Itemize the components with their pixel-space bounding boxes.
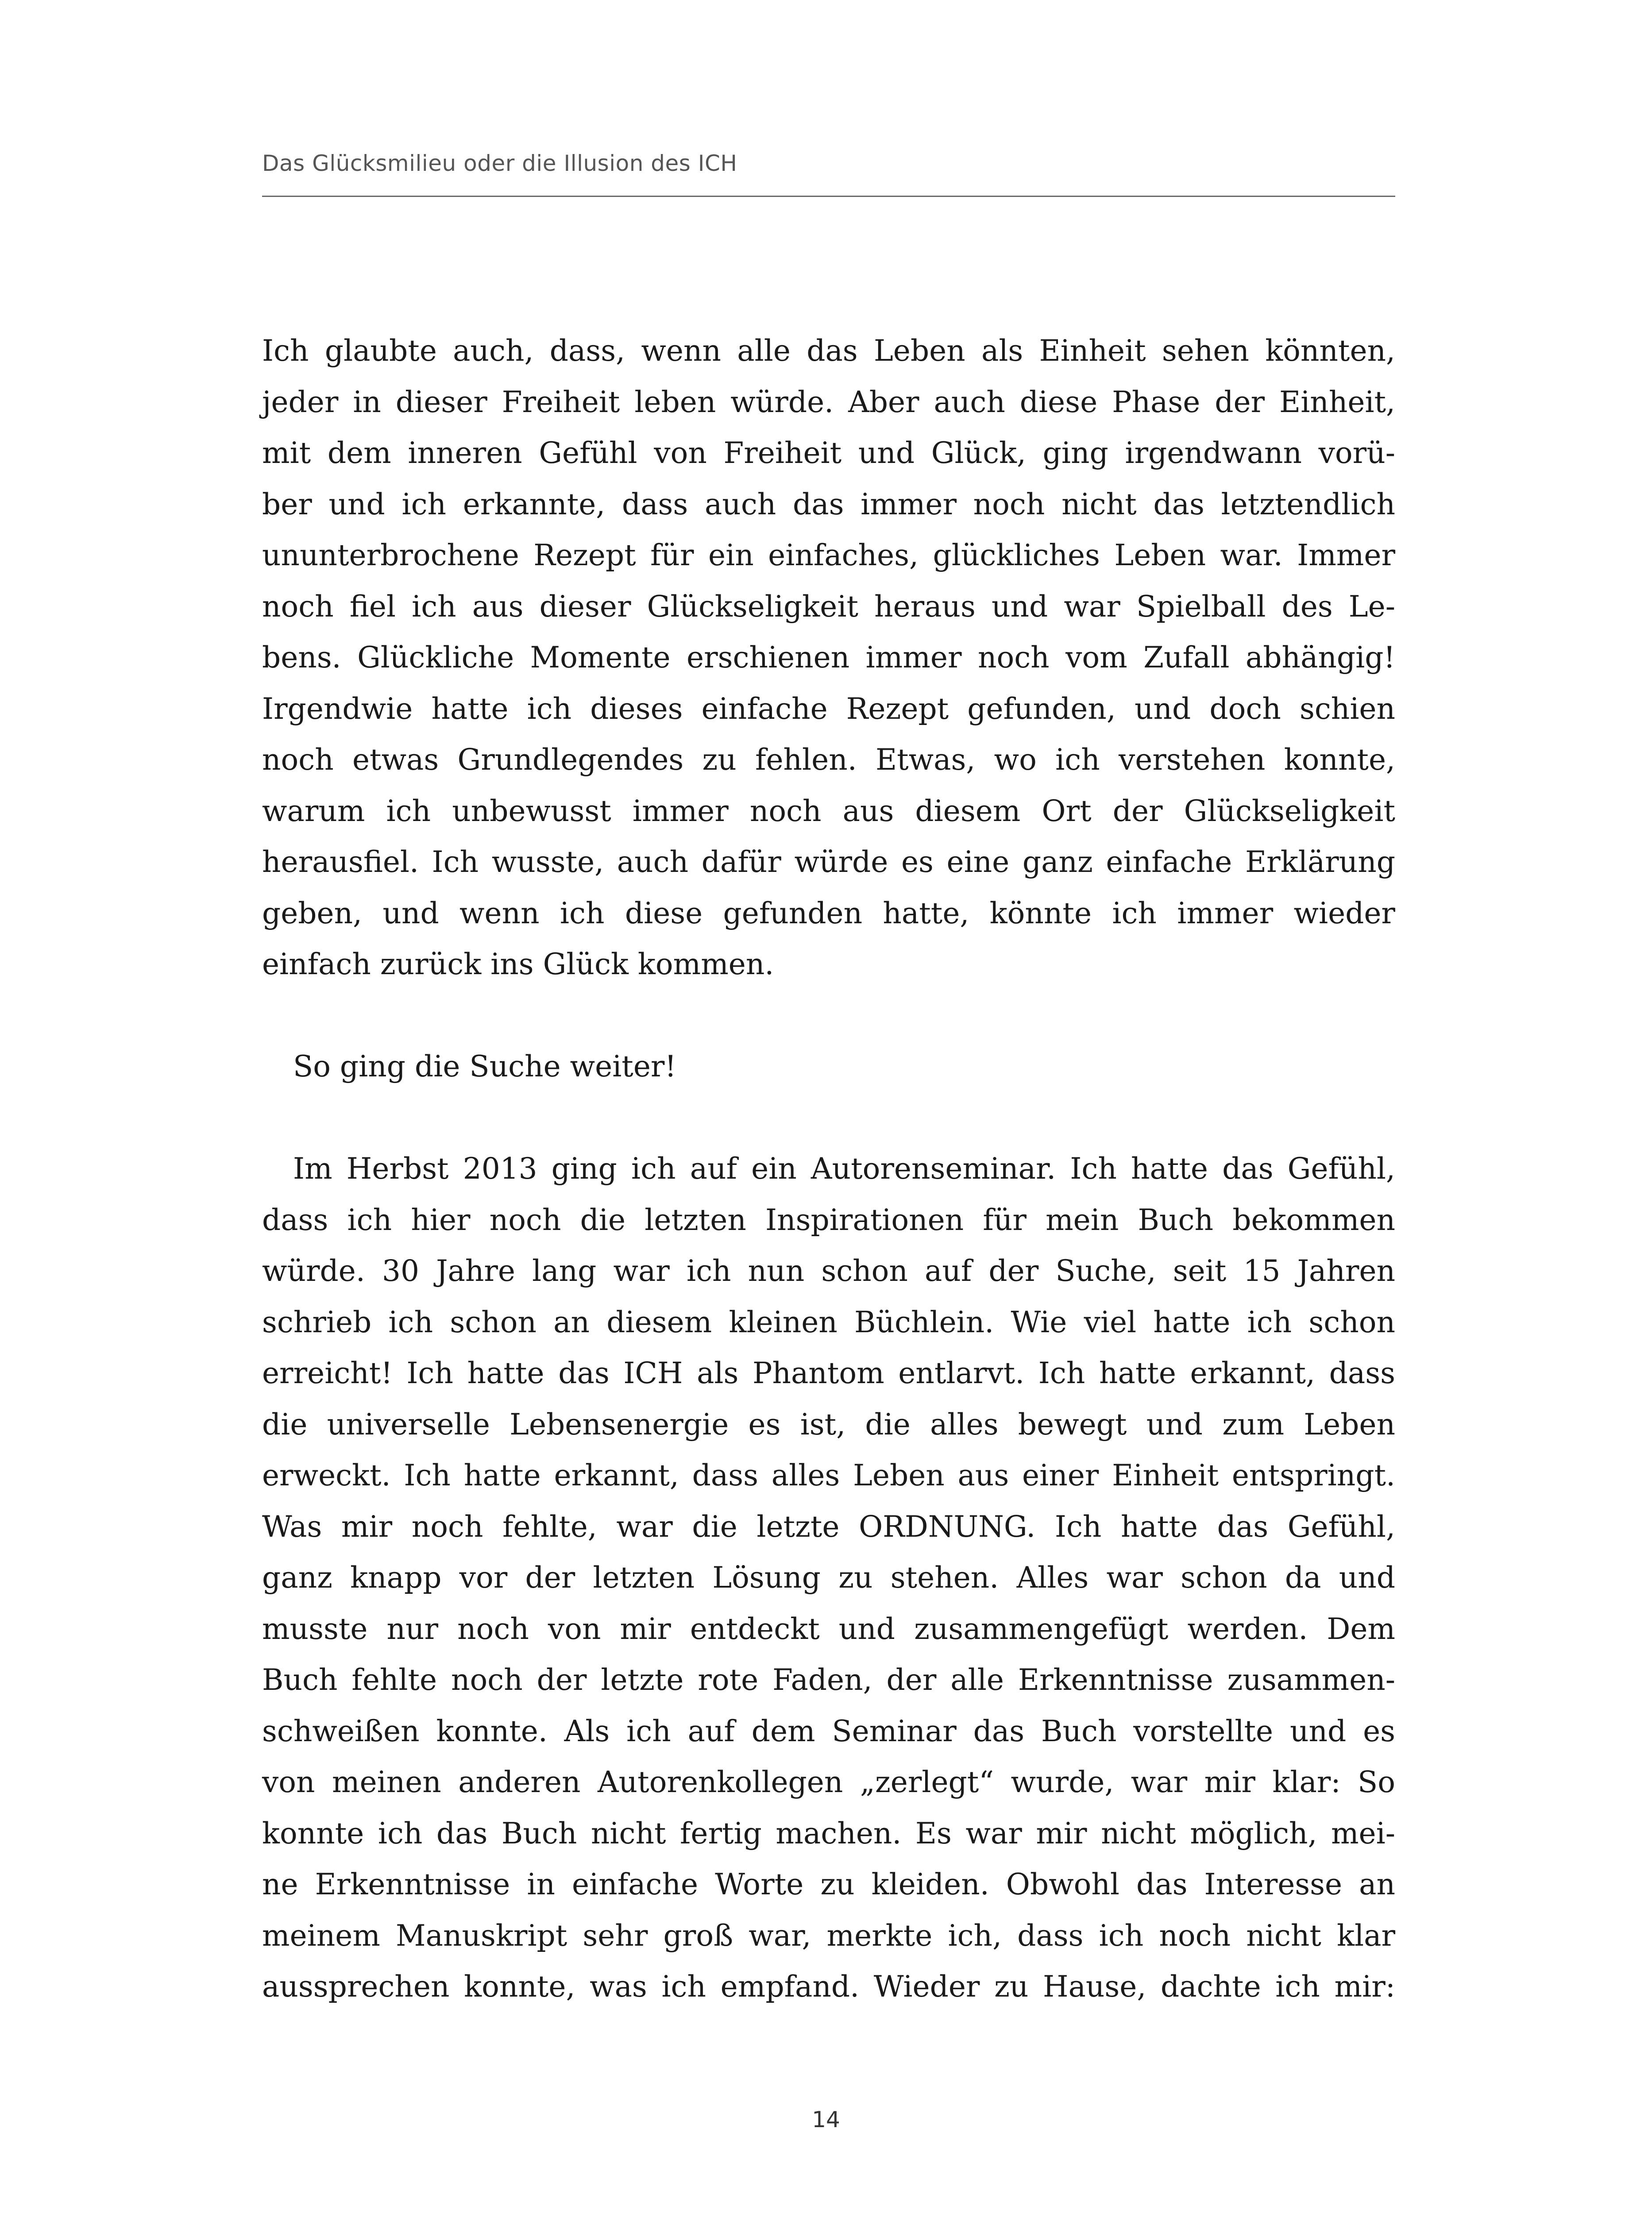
text-line: noch etwas Grundlegendes zu fehlen. Etwas, wo ich verstehen konnte, bbox=[262, 743, 1395, 777]
text-line: dass ich hier noch die letzten Inspirationen für mein Buch bekommen bbox=[262, 1203, 1395, 1237]
text-line: einfach zurück ins Glück kommen. bbox=[262, 947, 774, 981]
text-line: von meinen anderen Autorenkollegen „zerlegt“ wurde, war mir klar: So bbox=[262, 1765, 1395, 1799]
text-line: ne Erkenntnisse in einfache Worte zu kleiden. Obwohl das Interesse an bbox=[262, 1867, 1395, 1901]
text-line: Irgendwie hatte ich dieses einfache Rezept gefunden, und doch schien bbox=[262, 691, 1395, 726]
text-line: jeder in dieser Freiheit leben würde. Aber auch diese Phase der Einheit, bbox=[262, 385, 1395, 419]
text-line: erreicht! Ich hatte das ICH als Phantom entlarvt. Ich hatte erkannt, dass bbox=[262, 1356, 1395, 1390]
body-text bbox=[262, 325, 1395, 2013]
page-number: 14 bbox=[812, 2107, 840, 2132]
text-line: ganz knapp vor der letzten Lösung zu stehen. Alles war schon da und bbox=[262, 1561, 1395, 1595]
text-line: noch fiel ich aus dieser Glückseligkeit heraus und war Spielball des Le- bbox=[262, 589, 1395, 624]
text-line: bens. Glückliche Momente erschienen immer noch vom Zufall abhängig! bbox=[262, 640, 1395, 675]
text-line: Was mir noch fehlte, war die letzte ORDNUNG. Ich hatte das Gefühl, bbox=[262, 1509, 1395, 1544]
text-line: schweißen konnte. Als ich auf dem Seminar das Buch vorstellte und es bbox=[262, 1714, 1395, 1748]
text-line: aussprechen konnte, was ich empfand. Wieder zu Hause, dachte ich mir: bbox=[262, 1970, 1395, 2004]
text-line: warum ich unbewusst immer noch aus diesem Ort der Glückseligkeit bbox=[262, 794, 1395, 828]
header-rule bbox=[262, 196, 1395, 197]
text-line: schrieb ich schon an diesem kleinen Büchlein. Wie viel hatte ich schon bbox=[262, 1305, 1395, 1339]
paragraph-1 bbox=[262, 325, 1395, 990]
paragraph-3 bbox=[262, 1143, 1395, 2013]
running-header: Das Glücksmilieu oder die Illusion des ICH bbox=[262, 150, 737, 176]
text-line: meinem Manuskript sehr groß war, merkte ich, dass ich noch nicht klar bbox=[262, 1918, 1395, 1953]
text-line: würde. 30 Jahre lang war ich nun schon auf der Suche, seit 15 Jahren bbox=[262, 1254, 1395, 1288]
text-line: die universelle Lebensenergie es ist, die alles bewegt und zum Leben bbox=[262, 1407, 1395, 1442]
paragraph-gap bbox=[262, 990, 1395, 1041]
paragraph-2 bbox=[262, 1041, 1395, 1092]
text-line: herausfiel. Ich wusste, auch dafür würde es eine ganz einfache Erklärung bbox=[262, 845, 1395, 879]
text-line: Ich glaubte auch, dass, wenn alle das Leben als Einheit sehen könnten, bbox=[262, 334, 1395, 368]
text-line: konnte ich das Buch nicht fertig machen. Es war mir nicht möglich, mei- bbox=[262, 1816, 1395, 1851]
text-line: erweckt. Ich hatte erkannt, dass alles Leben aus einer Einheit entspringt. bbox=[262, 1458, 1395, 1492]
text-line: geben, und wenn ich diese gefunden hatte, könnte ich immer wieder bbox=[262, 896, 1395, 930]
text-line: ber und ich erkannte, dass auch das immer noch nicht das letztendlich bbox=[262, 487, 1395, 521]
text-line: Im Herbst 2013 ging ich auf ein Autorenseminar. Ich hatte das Gefühl, bbox=[293, 1152, 1395, 1186]
text-line: musste nur noch von mir entdeckt und zusammengefügt werden. Dem bbox=[262, 1612, 1395, 1646]
paragraph-gap bbox=[262, 1092, 1395, 1144]
text-line: Buch fehlte noch der letzte rote Faden, der alle Erkenntnisse zusammen- bbox=[262, 1663, 1395, 1697]
text-line: So ging die Suche weiter! bbox=[293, 1049, 676, 1083]
text-line: mit dem inneren Gefühl von Freiheit und Glück, ging irgendwann vorü- bbox=[262, 436, 1395, 470]
text-line: ununterbrochene Rezept für ein einfaches, glückliches Leben war. Immer bbox=[262, 538, 1395, 572]
